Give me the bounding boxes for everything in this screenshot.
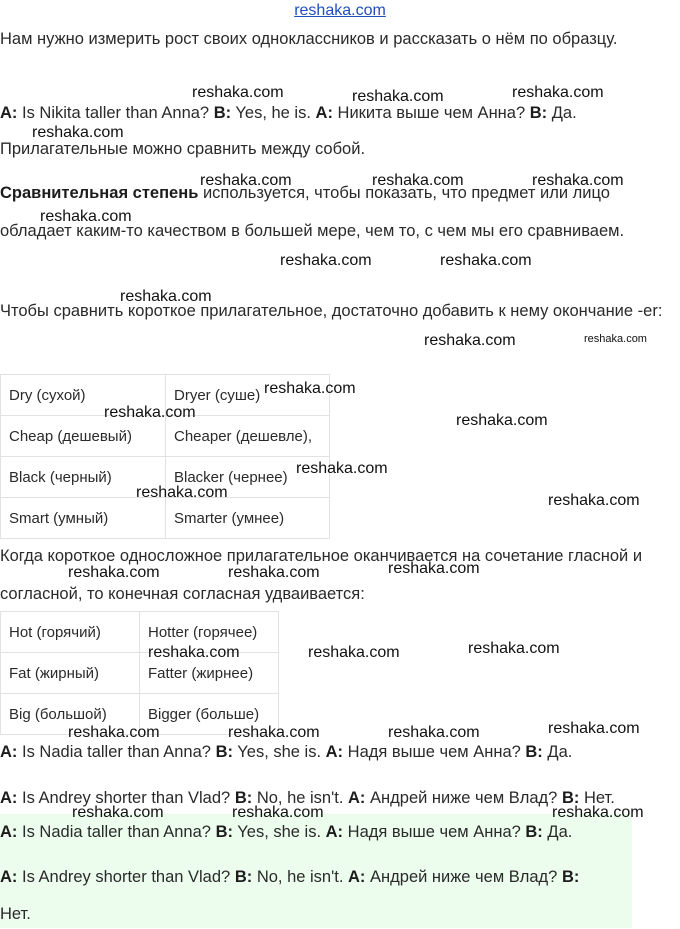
answer-dialogue bbox=[0, 821, 670, 843]
watermark: reshaka.com bbox=[440, 252, 532, 269]
table-cell: Hotter (горячее) bbox=[140, 612, 279, 653]
watermark: reshaka.com bbox=[232, 804, 324, 821]
watermark: reshaka.com bbox=[136, 484, 228, 501]
speaker-a: A: bbox=[0, 789, 18, 807]
watermark: reshaka.com bbox=[552, 804, 644, 821]
question-en: Is Nadia taller than Anna? bbox=[17, 823, 216, 841]
watermark: reshaka.com bbox=[468, 640, 560, 657]
reply-en: Yes, he is. bbox=[231, 104, 316, 122]
question-ru: Андрей ниже чем Влад? bbox=[365, 868, 562, 886]
comparative-definition: используется, чтобы показать, что предмет или лицо обладает каким-то качеством в большей мере, чем то, с чем мы его сравниваем. bbox=[0, 184, 625, 240]
speaker-b: B: bbox=[234, 789, 253, 807]
speaker-a: A: bbox=[0, 823, 18, 841]
watermark: reshaka.com bbox=[548, 720, 640, 737]
watermark: reshaka.com bbox=[548, 492, 640, 509]
watermark: reshaka.com bbox=[388, 560, 480, 577]
watermark: reshaka.com bbox=[68, 564, 160, 581]
question-en: Is Nadia taller than Anna? bbox=[17, 743, 216, 761]
watermark: reshaka.com bbox=[264, 380, 356, 397]
question-ru: Андрей ниже чем Влад? bbox=[365, 789, 562, 807]
reply-ru: Да. bbox=[542, 743, 573, 761]
speaker-b: B: bbox=[525, 743, 543, 761]
speaker-b: B: bbox=[213, 104, 232, 122]
speaker-a: A: bbox=[0, 104, 18, 122]
table-cell: Dryer (суше) bbox=[166, 375, 330, 416]
watermark: reshaka.com bbox=[296, 460, 388, 477]
intro-paragraph: Нам нужно измерить рост своих одноклассников и рассказать о нём по образцу. bbox=[0, 30, 618, 48]
watermark: reshaka.com bbox=[584, 333, 647, 345]
question-en: Is Nikita taller than Anna? bbox=[17, 104, 214, 122]
watermark: reshaka.com bbox=[32, 124, 124, 141]
reply-en: Yes, she is. bbox=[232, 743, 326, 761]
watermark: reshaka.com bbox=[532, 172, 624, 189]
compare-note: Прилагательные можно сравнить между собой. bbox=[0, 140, 366, 158]
reply-ru: Да. bbox=[547, 104, 577, 122]
answer-wrapped-reply: Нет. bbox=[0, 905, 31, 923]
table-cell: Big (большой) bbox=[1, 694, 140, 735]
speaker-a: A: bbox=[0, 743, 18, 761]
table-cell: Smart (умный) bbox=[1, 498, 166, 539]
reply-ru: Да. bbox=[542, 823, 573, 841]
watermark: reshaka.com bbox=[68, 724, 160, 741]
speaker-b: B: bbox=[215, 823, 233, 841]
table-cell: Black (черный) bbox=[1, 457, 166, 498]
speaker-b: B: bbox=[561, 868, 580, 886]
short-adjectives-table bbox=[0, 374, 330, 539]
watermark: reshaka.com bbox=[228, 564, 320, 581]
comparative-term: Сравнительная степень bbox=[0, 184, 199, 202]
question-ru: Надя выше чем Анна? bbox=[343, 823, 526, 841]
watermark: reshaka.com bbox=[424, 332, 516, 349]
watermark: reshaka.com bbox=[192, 84, 284, 101]
doubling-adjectives-table bbox=[0, 611, 279, 735]
table-cell: Bigger (больше) bbox=[140, 694, 279, 735]
speaker-b: B: bbox=[561, 789, 580, 807]
speaker-b: B: bbox=[529, 104, 548, 122]
reply-en: Yes, she is. bbox=[232, 823, 326, 841]
reply-ru: Нет. bbox=[579, 789, 615, 807]
watermark: reshaka.com bbox=[120, 288, 212, 305]
speaker-a: A: bbox=[0, 868, 18, 886]
speaker-b: B: bbox=[215, 743, 233, 761]
table-cell: Cheap (дешевый) bbox=[1, 416, 166, 457]
watermark: reshaka.com bbox=[148, 644, 240, 661]
watermark: reshaka.com bbox=[456, 412, 548, 429]
watermark: reshaka.com bbox=[308, 644, 400, 661]
reply-en: No, he isn't. bbox=[252, 789, 349, 807]
speaker-a: A: bbox=[315, 104, 333, 122]
watermark: reshaka.com bbox=[104, 404, 196, 421]
watermark: reshaka.com bbox=[200, 172, 292, 189]
speaker-a: A: bbox=[325, 743, 344, 761]
reply-en: No, he isn't. bbox=[252, 868, 349, 886]
speaker-b: B: bbox=[234, 868, 253, 886]
watermark: reshaka.com bbox=[512, 84, 604, 101]
table-cell: Dry (сухой) bbox=[1, 375, 166, 416]
example-dialogue bbox=[0, 102, 670, 124]
consonant-doubling-rule: Когда короткое односложное прилагательное оканчивается на сочетание гласной и согласной, то конечная согласная удваивается: bbox=[0, 547, 643, 603]
watermark: reshaka.com bbox=[280, 252, 372, 269]
speaker-a: A: bbox=[348, 789, 366, 807]
watermark: reshaka.com bbox=[388, 724, 480, 741]
short-adjective-rule: Чтобы сравнить короткое прилагательное, достаточно добавить к нему окончание -er: bbox=[0, 302, 663, 320]
speaker-b: B: bbox=[525, 823, 543, 841]
question-en: Is Andrey shorter than Vlad? bbox=[17, 789, 235, 807]
question-ru: Никита выше чем Анна? bbox=[332, 104, 530, 122]
table-cell: Cheaper (дешевле), bbox=[166, 416, 330, 457]
speaker-a: A: bbox=[325, 823, 344, 841]
watermark: reshaka.com bbox=[40, 208, 132, 225]
table-cell: Hot (горячий) bbox=[1, 612, 140, 653]
watermark: reshaka.com bbox=[228, 724, 320, 741]
speaker-a: A: bbox=[348, 868, 366, 886]
watermark: reshaka.com bbox=[352, 88, 444, 105]
question-en: Is Andrey shorter than Vlad? bbox=[17, 868, 235, 886]
answer-dialogue bbox=[0, 866, 670, 888]
table-cell: Fat (жирный) bbox=[1, 653, 140, 694]
watermark: reshaka.com bbox=[372, 172, 464, 189]
answer-dialogue bbox=[0, 741, 670, 763]
watermark: reshaka.com bbox=[72, 804, 164, 821]
table-row bbox=[1, 498, 330, 539]
table-cell: Blacker (чернее) bbox=[166, 457, 330, 498]
question-ru: Надя выше чем Анна? bbox=[343, 743, 526, 761]
table-cell: Fatter (жирнее) bbox=[140, 653, 279, 694]
site-header-link[interactable]: reshaka.com bbox=[294, 2, 386, 19]
table-cell: Smarter (умнее) bbox=[166, 498, 330, 539]
